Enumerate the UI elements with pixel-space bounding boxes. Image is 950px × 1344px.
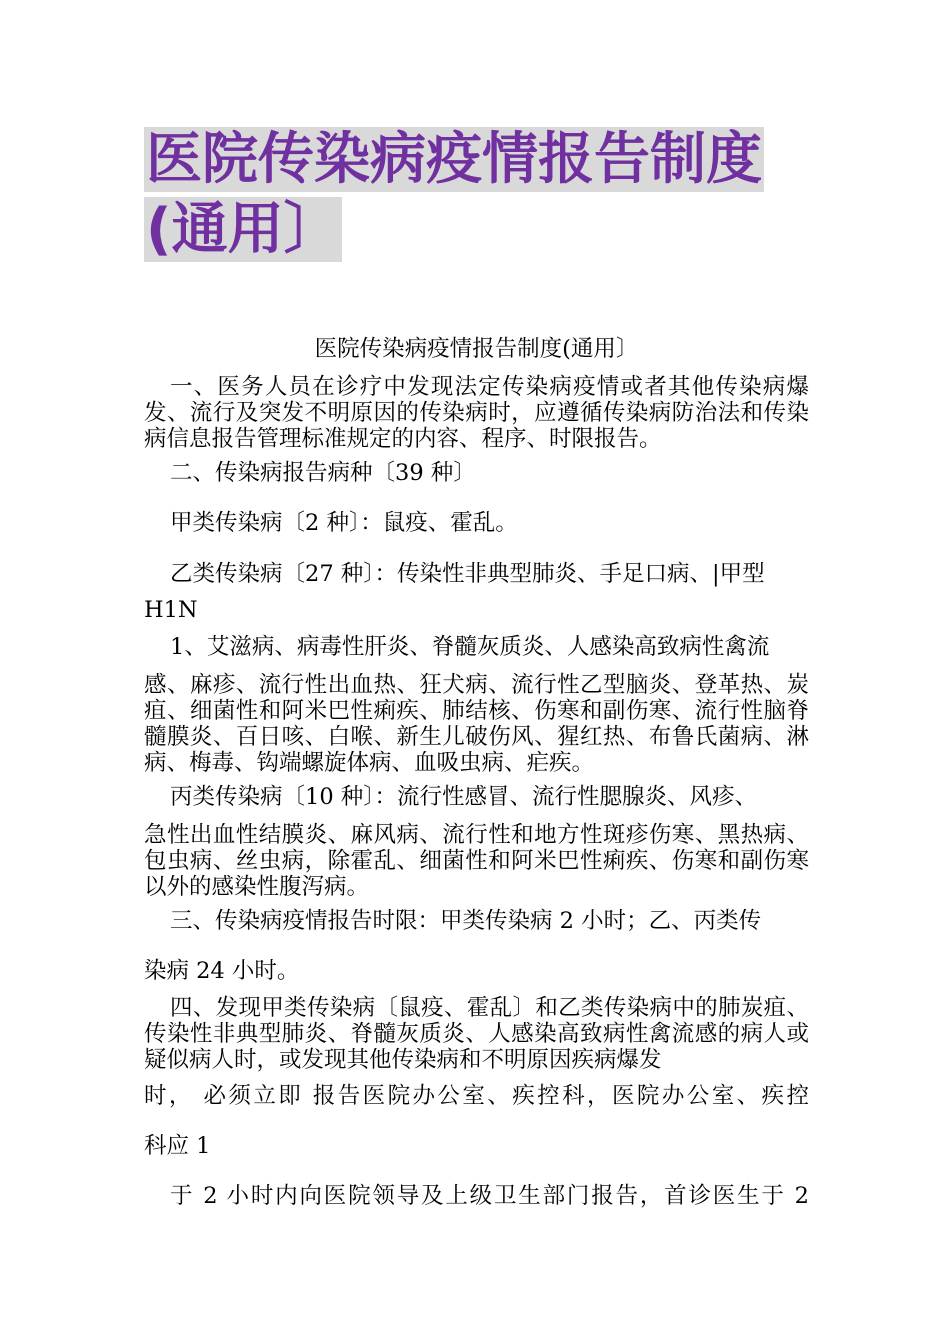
paragraph-4-line-1: 乙类传染病〔27 种〕：传染性非典型肺炎、手足口病、|甲型 (170, 561, 765, 587)
paragraph-11: 于 2 小时内向医院领导及上级卫生部门报告，首诊医生于 2 (170, 1183, 809, 1209)
paragraph-7: 丙类传染病〔10 种〕：流行性感冒、流行性腮腺炎、风疹、 (170, 784, 758, 810)
paragraph-9-line-1: 三、传染病疫情报告时限：甲类传染病 2 小时；乙、丙类传 (170, 908, 762, 934)
paragraph-10: 四、发现甲类传染病〔鼠疫、霍乱〕和乙类传染病中的肺炭疽、传染性非典型肺炎、脊髓灰质炎、人感染高致病性禽流感的病人或疑似病人时，或发现其他传染病和不明原因疾病爆发 (144, 995, 809, 1073)
paragraph-9-line-2: 染病 24 小时。 (144, 958, 300, 984)
paragraph-2: 二、传染病报告病种〔39 种〕 (170, 460, 476, 486)
paragraph-10-line-4: 时， 必须立即 报告医院办公室、疾控科，医院办公室、疾控 (144, 1083, 809, 1109)
paragraph-4-line-2: H1N (144, 597, 198, 623)
document-heading (144, 125, 814, 265)
paragraph-10-line-5: 科应 1 (144, 1133, 211, 1159)
heading-line-1: 医院传染病疫情报告制度 (146, 127, 762, 192)
paragraph-3: 甲类传染病〔2 种〕：鼠疫、霍乱。 (170, 510, 518, 536)
paragraph-6: 感、麻疹、流行性出血热、狂犬病、流行性乙型脑炎、登革热、炭疽、细菌性和阿米巴性痢疾、肺结核、伤寒和副伤寒、流行性脑脊髓膜炎、百日咳、白喉、新生儿破伤风、猩红热、布鲁氏菌病、淋病、梅毒、钩端螺旋体病、血吸虫病、疟疾。 (144, 672, 809, 776)
heading-line-2: (通用〕 (146, 197, 340, 262)
paragraph-8: 急性出血性结膜炎、麻风病、流行性和地方性斑疹伤寒、黑热病、包虫病、丝虫病，除霍乱、细菌性和阿米巴性痢疾、伤寒和副伤寒以外的感染性腹泻病。 (144, 822, 809, 900)
paragraph-1: 一、医务人员在诊疗中发现法定传染病疫情或者其他传染病爆发、流行及突发不明原因的传染病时，应遵循传染病防治法和传染病信息报告管理标准规定的内容、程序、时限报告。 (144, 374, 809, 452)
document-title: 医院传染病疫情报告制度(通用〕 (314, 336, 639, 362)
paragraph-5: 1、艾滋病、病毒性肝炎、脊髓灰质炎、人感染高致病性禽流 (170, 634, 770, 660)
